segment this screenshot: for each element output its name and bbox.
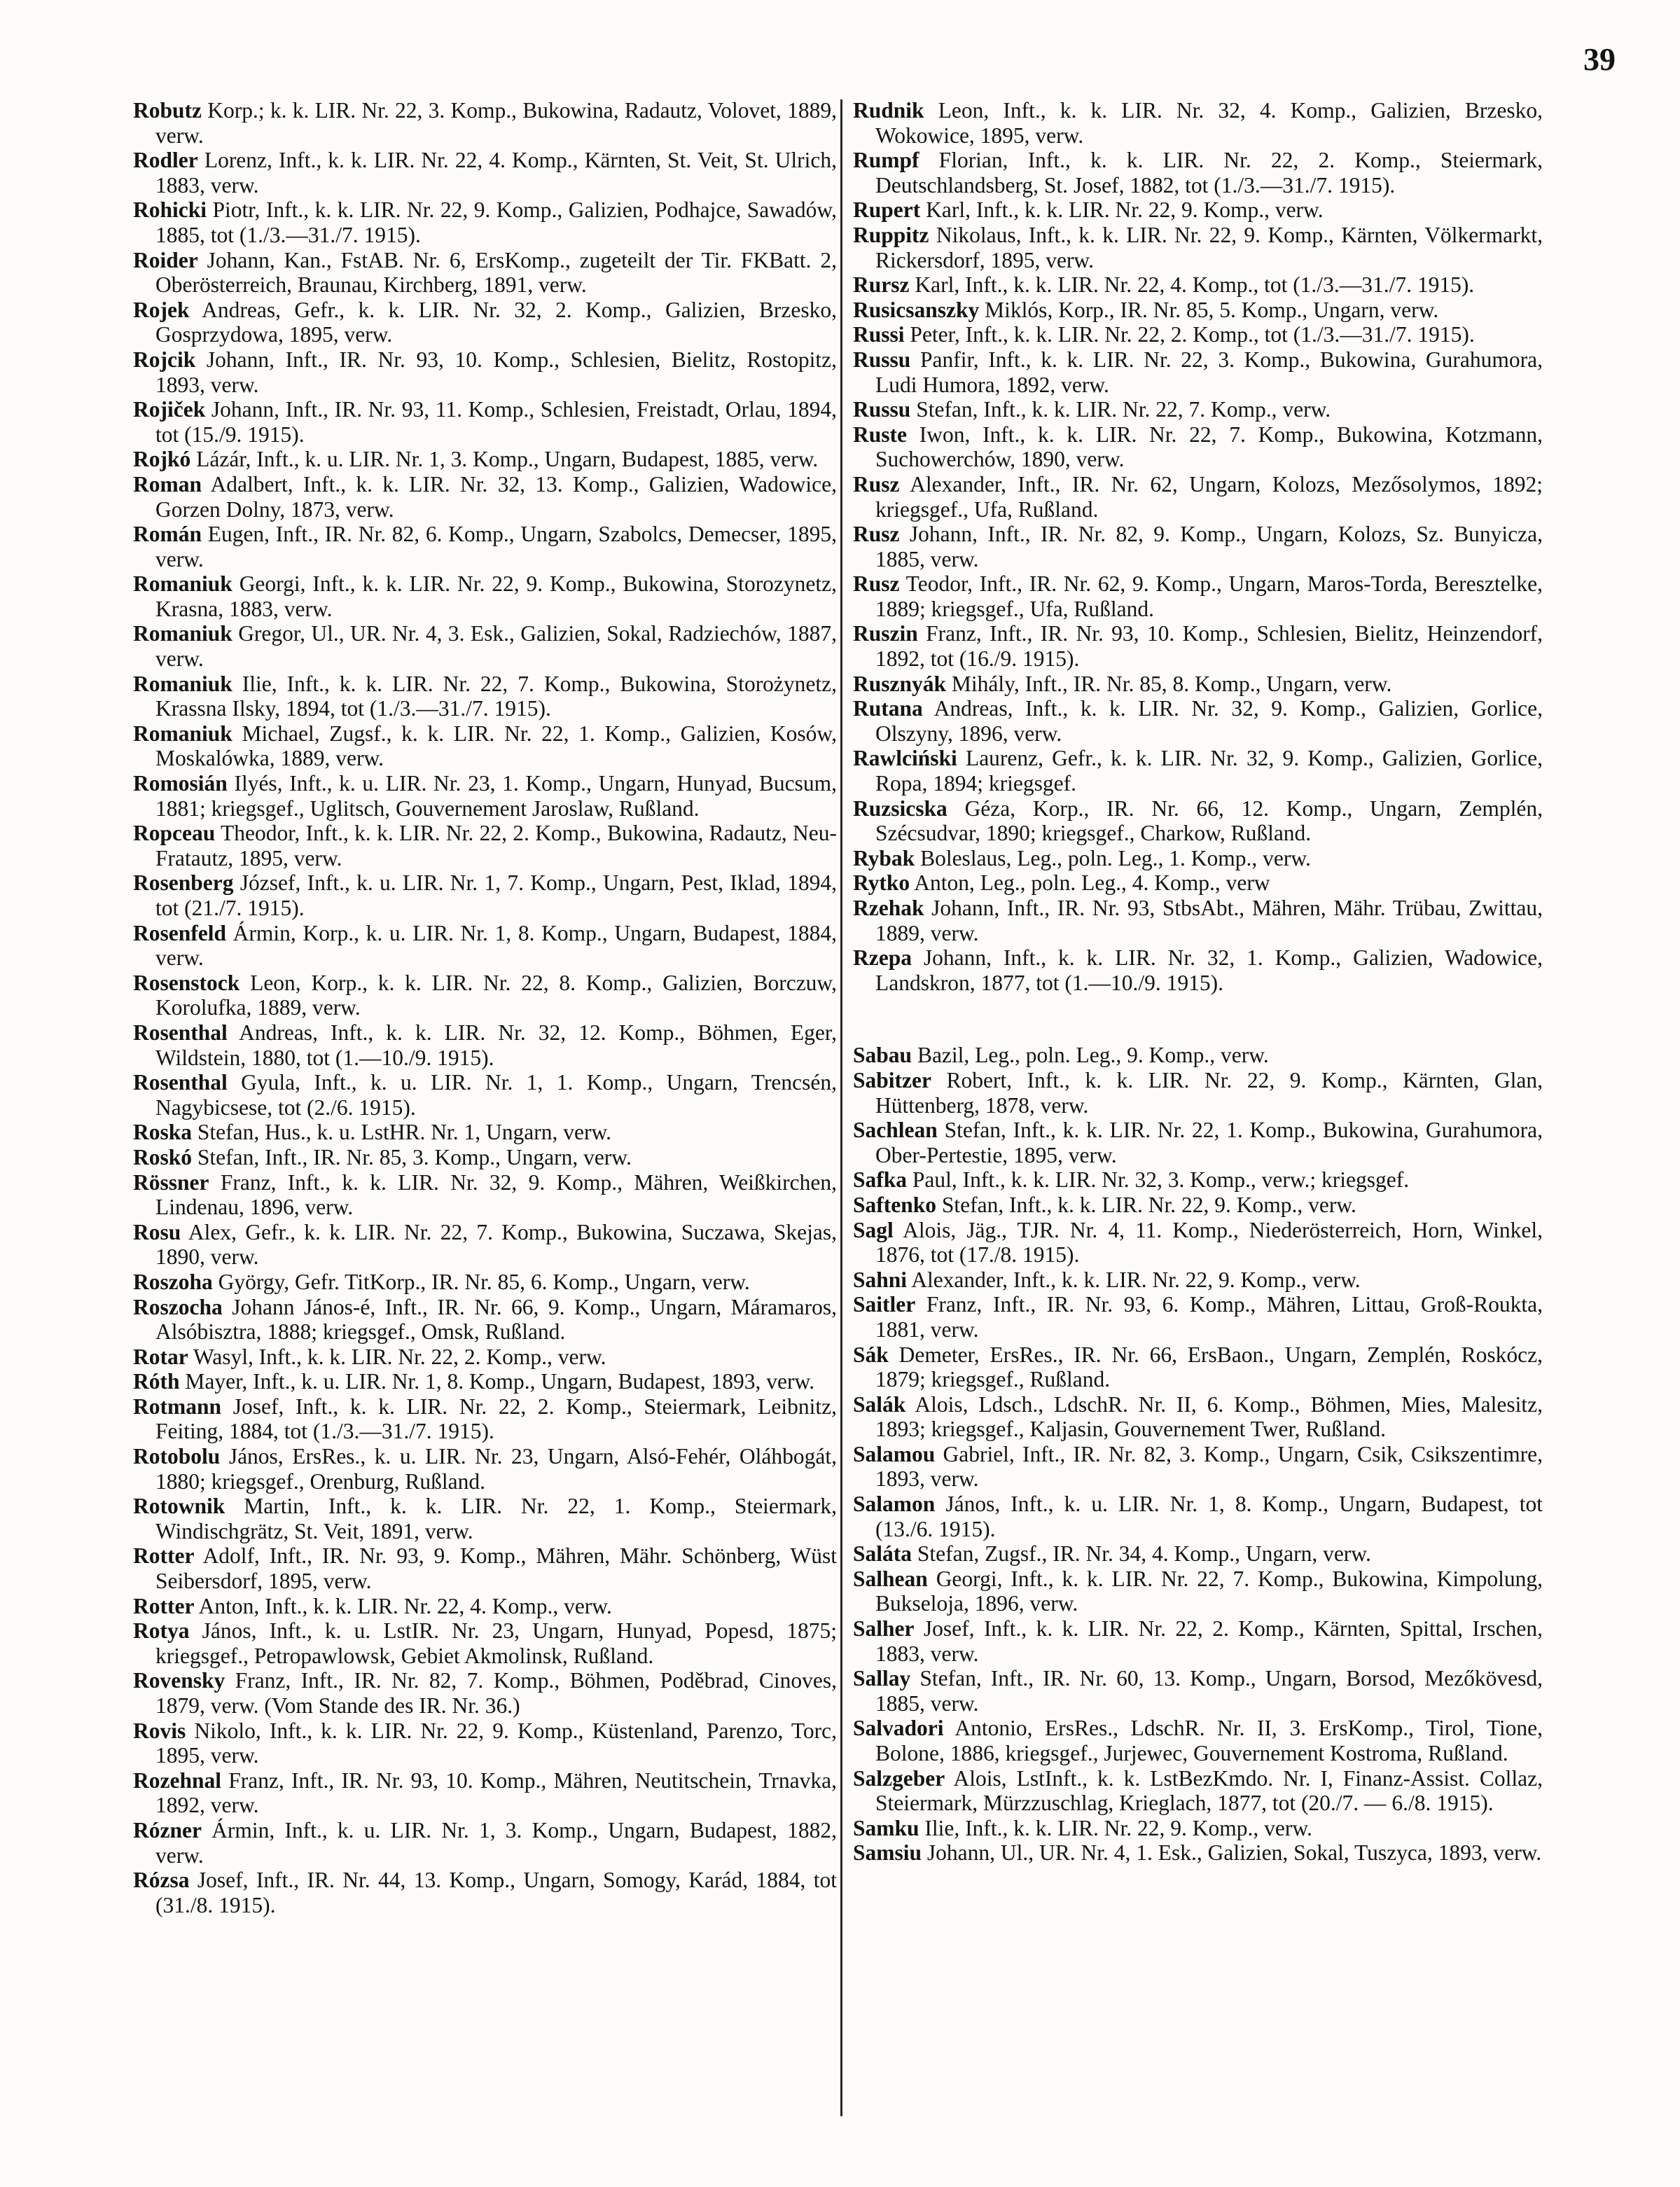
list-item (853, 1043, 1543, 1068)
list-item (853, 1292, 1543, 1342)
entry-name: Roszoha (133, 1269, 213, 1294)
list-item (133, 98, 837, 148)
entry-text: Theodor, Inft., k. k. LIR. Nr. 22, 2. Komp., Bukowina, Radautz, Neu-Fratautz, 1895, verw. (155, 821, 837, 870)
list-item (133, 921, 837, 971)
list-item (853, 1840, 1543, 1866)
column-divider (840, 99, 842, 2116)
entry-name: Rutana (853, 696, 923, 721)
entry-name: Rovis (133, 1718, 186, 1743)
entry-name: Rusz (853, 471, 900, 497)
entry-name: Romosián (133, 771, 228, 796)
entry-name: Rosenthal (133, 1020, 228, 1045)
entry-name: Roska (133, 1120, 193, 1145)
list-item (133, 1145, 837, 1170)
list-item (133, 298, 837, 347)
entry-text: Alexander, Inft., k. k. LIR. Nr. 22, 9. Komp., verw. (911, 1267, 1361, 1292)
entry-text: Franz, Inft., IR. Nr. 93, 10. Komp., Schlesien, Bielitz, Heinzendorf, 1892, tot (16./9. 1915). (875, 621, 1543, 672)
entry-text: Gabriel, Inft., IR. Nr. 82, 3. Komp., Ungarn, Csik, Csikszentimre, 1893, verw. (875, 1441, 1543, 1492)
list-item (133, 1394, 837, 1444)
list-item (853, 1442, 1543, 1492)
entry-name: Robutz (133, 98, 202, 123)
list-item (133, 1120, 837, 1145)
list-item (853, 522, 1543, 571)
entry-name: Russu (853, 397, 911, 422)
list-item (133, 1668, 837, 1718)
entry-name: Ruppitz (853, 222, 929, 247)
list-item (853, 1492, 1543, 1541)
entry-name: Sahni (853, 1267, 908, 1292)
list-item (853, 422, 1543, 472)
entry-text: Boleslaus, Leg., poln. Leg., 1. Komp., verw. (920, 845, 1311, 870)
entry-name: Salvadori (853, 1716, 944, 1741)
entry-text: Géza, Korp., IR. Nr. 66, 12. Komp., Ungarn, Zemplén, Szécsudvar, 1890; kriegsgef., Charkow, Rußland. (875, 796, 1543, 846)
entry-text: Georgi, Inft., k. k. LIR. Nr. 22, 9. Komp., Bukowina, Storozynetz, Krasna, 1883, verw. (155, 571, 837, 621)
entry-name: Rotter (133, 1543, 195, 1569)
entry-name: Ruszin (853, 621, 918, 646)
entry-text: Franz, Inft., IR. Nr. 93, 10. Komp., Mähren, Neutitschein, Trnavka, 1892, verw. (155, 1768, 838, 1818)
list-item (853, 1392, 1543, 1442)
entry-name: Rusznyák (853, 671, 947, 696)
entry-name: Russi (853, 322, 905, 347)
list-item (853, 1193, 1543, 1218)
list-item (853, 746, 1543, 796)
entry-name: Rzepa (853, 945, 912, 971)
entry-name: Sachlean (853, 1118, 938, 1143)
list-item (853, 1218, 1543, 1268)
entry-name: Rotmann (133, 1394, 222, 1419)
entry-name: Rotar (133, 1344, 188, 1369)
entry-name: Roszocha (133, 1294, 223, 1319)
entry-text: Antonio, ErsRes., LdschR. Nr. II, 3. ErsKomp., Tirol, Tione, Bolone, 1886, kriegsgef., Jurjewec, Gouvernement Kostroma, Rußland. (875, 1716, 1543, 1765)
entry-text: Mihály, Inft., IR. Nr. 85, 8. Komp., Ungarn, verw. (951, 671, 1392, 696)
entry-text: Stefan, Inft., k. k. LIR. Nr. 22, 9. Komp., verw. (941, 1192, 1356, 1217)
entry-text: Lázár, Inft., k. u. LIR. Nr. 1, 3. Komp., Ungarn, Budapest, 1885, verw. (196, 447, 819, 472)
list-item (133, 248, 837, 298)
entry-text: Josef, Inft., k. k. LIR. Nr. 22, 2. Komp., Kärnten, Spittal, Irschen, 1883, verw. (875, 1616, 1543, 1666)
entry-text: Nikolaus, Inft., k. k. LIR. Nr. 22, 9. Komp., Kärnten, Völkermarkt, Rickersdorf, 1895, verw. (875, 222, 1543, 272)
list-item (853, 1666, 1543, 1716)
entry-name: Rotya (133, 1618, 190, 1644)
list-item (853, 846, 1543, 871)
entry-text: Ilie, Inft., k. k. LIR. Nr. 22, 7. Komp., Bukowina, Storożynetz, Krassna Ilsky, 1894, tot (1./3.—31./7. 1915). (155, 671, 838, 721)
entry-text: Johann, Inft., IR. Nr. 93, 10. Komp., Schlesien, Bielitz, Rostopitz, 1893, verw. (155, 347, 838, 397)
list-item (133, 397, 837, 447)
entry-text: Gregor, Ul., UR. Nr. 4, 3. Esk., Galizien, Sokal, Radziechów, 1887, verw. (155, 621, 837, 672)
list-item (853, 571, 1543, 621)
entry-name: Rohicki (133, 197, 207, 223)
list-item (133, 1494, 837, 1543)
list-item (133, 347, 837, 397)
list-item (133, 721, 837, 771)
entry-name: Rojcik (133, 347, 196, 372)
entry-text: Miklós, Korp., IR. Nr. 85, 5. Komp., Ungarn, verw. (985, 297, 1439, 322)
entry-text: Georgi, Inft., k. k. LIR. Nr. 22, 7. Komp., Bukowina, Kimpolung, Bukseloja, 1896, verw. (875, 1566, 1543, 1616)
entry-text: Alois, LstInft., k. k. LstBezKmdo. Nr. I, Finanz-Assist. Collaz, Steiermark, Mürzzuschlag, Krieglach, 1877, tot (20./7. — 6./8. 1915). (875, 1765, 1543, 1816)
entry-name: Rumpf (853, 148, 919, 173)
list-item (853, 696, 1543, 746)
list-item (133, 571, 837, 621)
list-item (133, 1719, 837, 1768)
list-item (853, 796, 1543, 846)
list-item (133, 1543, 837, 1593)
list-item (853, 1766, 1543, 1816)
list-item (853, 347, 1543, 397)
entry-text: Anton, Leg., poln. Leg., 4. Komp., verw (914, 870, 1270, 896)
entry-name: Salzgeber (853, 1765, 945, 1791)
entry-name: Rotobolu (133, 1444, 221, 1469)
list-item (133, 672, 837, 721)
entry-name: Rawlciński (853, 746, 957, 771)
entry-text: Panfir, Inft., k. k. LIR. Nr. 22, 3. Komp., Bukowina, Gurahumora, Ludi Humora, 1892, verw. (875, 347, 1543, 397)
entry-text: Martin, Inft., k. k. LIR. Nr. 22, 1. Komp., Steiermark, Windischgrätz, St. Veit, 1891, verw. (155, 1494, 838, 1543)
entry-text: Alexander, Inft., IR. Nr. 62, Ungarn, Kolozs, Mezősolymos, 1892; kriegsgef., Ufa, Rußland. (875, 471, 1543, 522)
entry-text: Alex, Gefr., k. k. LIR. Nr. 22, 7. Komp., Bukowina, Suczawa, Skejas, 1890, verw. (155, 1219, 837, 1270)
entry-text: Teodor, Inft., IR. Nr. 62, 9. Komp., Ungarn, Maros-Torda, Beresztelke, 1889; kriegsgef., Ufa, Rußland. (875, 571, 1543, 621)
list-item (853, 945, 1543, 995)
list-item (133, 1818, 837, 1868)
entry-text: Alois, Ldsch., LdschR. Nr. II, 6. Komp., Böhmen, Mies, Malesitz, 1893; kriegsgef., Kaljasin, Gouvernement Twer, Rußland. (875, 1391, 1543, 1442)
list-item (133, 447, 837, 472)
entry-text: Franz, Inft., IR. Nr. 93, 6. Komp., Mähren, Littau, Groß-Roukta, 1881, verw. (875, 1292, 1543, 1342)
entry-name: Rybak (853, 845, 915, 870)
entry-text: Demeter, ErsRes., IR. Nr. 66, ErsBaon., Ungarn, Zemplén, Roskócz, 1879; kriegsgef., Rußland. (875, 1342, 1543, 1392)
entry-text: Alois, Jäg., TJR. Nr. 4, 11. Komp., Niederösterreich, Horn, Winkel, 1876, tot (17./8. 1915). (875, 1217, 1543, 1268)
list-item (133, 1345, 837, 1370)
entry-text: Laurenz, Gefr., k. k. LIR. Nr. 32, 9. Komp., Galizien, Gorlice, Ropa, 1894; kriegsgef. (875, 746, 1543, 796)
list-item (133, 1270, 837, 1295)
entry-name: Rzehak (853, 896, 924, 920)
entry-text: Ármin, Korp., k. u. LIR. Nr. 1, 8. Komp., Ungarn, Budapest, 1884, verw. (155, 920, 837, 971)
list-item (133, 148, 837, 197)
entry-name: Salhean (853, 1566, 928, 1591)
list-item (133, 1295, 837, 1345)
entry-name: Rupert (853, 197, 921, 223)
entry-text: Gyula, Inft., k. u. LIR. Nr. 1, 1. Komp., Ungarn, Trencsén, Nagybicsese, tot (2./6. 1915). (155, 1070, 838, 1120)
entry-text: Eugen, Inft., IR. Nr. 82, 6. Komp., Ungarn, Szabolcs, Demecser, 1895, verw. (155, 522, 837, 571)
entry-name: Sabau (853, 1043, 912, 1068)
section-gap (853, 995, 1543, 1043)
entry-text: Johann, Inft., IR. Nr. 82, 9. Komp., Ungarn, Kolozs, Sz. Bunyicza, 1885, verw. (875, 522, 1543, 571)
list-item (133, 621, 837, 671)
list-item (853, 1616, 1543, 1666)
entry-text: János, Inft., k. u. LstIR. Nr. 23, Ungarn, Hunyad, Popesd, 1875; kriegsgef., Petropawlowsk, Gebiet Akmolinsk, Rußland. (155, 1618, 837, 1668)
list-item (853, 672, 1543, 697)
list-item (853, 298, 1543, 323)
list-item (133, 1369, 837, 1394)
entry-name: Rosenstock (133, 970, 240, 995)
list-item (853, 1068, 1543, 1118)
entry-name: Saitler (853, 1292, 916, 1317)
left-column (133, 98, 837, 1917)
entry-name: Ruzsicska (853, 796, 947, 821)
entry-name: Rytko (853, 870, 910, 896)
list-item (133, 1170, 837, 1220)
entry-name: Salák (853, 1391, 906, 1417)
entry-text: Leon, Inft., k. k. LIR. Nr. 32, 4. Komp., Galizien, Brzesko, Wokowice, 1895, verw. (875, 98, 1543, 148)
entry-name: Saláta (853, 1541, 912, 1567)
entry-name: Rovensky (133, 1668, 225, 1693)
list-item (853, 197, 1543, 223)
entry-text: Johann, Inft., IR. Nr. 93, StbsAbt., Mähren, Mähr. Trübau, Zwittau, 1889, verw. (875, 896, 1543, 945)
entry-name: Rosenthal (133, 1070, 228, 1095)
entry-text: Josef, Inft., k. k. LIR. Nr. 22, 2. Komp., Steiermark, Leibnitz, Feiting, 1884, tot (1./3.—31./7. 1915). (155, 1394, 837, 1444)
entry-name: Romaniuk (133, 721, 232, 746)
list-item (133, 971, 837, 1020)
list-item (853, 621, 1543, 671)
list-item (853, 98, 1543, 148)
entry-text: Franz, Inft., IR. Nr. 82, 7. Komp., Böhmen, Poděbrad, Cinoves, 1879, verw. (Vom Stande des IR. Nr. 36.) (155, 1668, 837, 1718)
list-item (853, 472, 1543, 522)
entry-name: Romaniuk (133, 621, 232, 646)
entry-text: Paul, Inft., k. k. LIR. Nr. 32, 3. Komp., verw.; kriegsgef. (912, 1167, 1410, 1193)
entry-text: Johann, Inft., k. k. LIR. Nr. 32, 1. Komp., Galizien, Wadowice, Landskron, 1877, tot (1.—10./9. 1915). (875, 945, 1543, 995)
entry-name: Rozehnal (133, 1768, 221, 1793)
entry-name: Rössner (133, 1169, 209, 1195)
list-item (853, 870, 1543, 896)
list-item (853, 397, 1543, 422)
entry-name: Salamou (853, 1441, 936, 1466)
entry-name: Romaniuk (133, 571, 232, 597)
entry-name: Romaniuk (133, 671, 232, 696)
entry-text: Ilie, Inft., k. k. LIR. Nr. 22, 9. Komp., verw. (924, 1815, 1312, 1840)
list-item (133, 1868, 837, 1917)
list-item (853, 896, 1543, 945)
list-item (133, 1020, 837, 1070)
entry-name: Rojek (133, 297, 190, 322)
list-item (853, 1567, 1543, 1616)
list-item (133, 1768, 837, 1818)
entry-text: Florian, Inft., k. k. LIR. Nr. 22, 2. Komp., Steiermark, Deutschlandsberg, St. Josef, 1882, tot (1./3.—31./7. 1915). (875, 148, 1543, 197)
entry-text: Johann, Ul., UR. Nr. 4, 1. Esk., Galizien, Sokal, Tuszyca, 1893, verw. (926, 1840, 1542, 1866)
entry-text: Robert, Inft., k. k. LIR. Nr. 22, 9. Komp., Kärnten, Glan, Hüttenberg, 1878, verw. (875, 1067, 1543, 1118)
entry-name: Sabitzer (853, 1067, 931, 1092)
entry-text: Adalbert, Inft., k. k. LIR. Nr. 32, 13. Komp., Galizien, Wadowice, Gorzen Dolny, 1873, verw. (155, 471, 837, 522)
entry-name: Samku (853, 1815, 919, 1840)
entry-name: Rudnik (853, 98, 924, 123)
entry-name: Rosu (133, 1219, 181, 1244)
entry-text: Stefan, Inft., k. k. LIR. Nr. 22, 7. Komp., verw. (916, 397, 1331, 422)
list-item (133, 522, 837, 571)
entry-name: Rotter (133, 1593, 195, 1618)
page-number: 39 (1583, 41, 1616, 77)
entry-name: Rojkó (133, 447, 191, 472)
entry-text: Bazil, Leg., poln. Leg., 9. Komp., verw. (917, 1043, 1269, 1068)
list-item (853, 148, 1543, 197)
entry-name: Ruste (853, 422, 907, 447)
entry-text: Michael, Zugsf., k. k. LIR. Nr. 22, 1. Komp., Galizien, Kosów, Moskalówka, 1889, verw. (155, 721, 838, 771)
entry-name: Rosenberg (133, 870, 234, 896)
entry-text: Andreas, Inft., k. k. LIR. Nr. 32, 12. Komp., Böhmen, Eger, Wildstein, 1880, tot (1.—10./9. 1915). (155, 1020, 837, 1070)
list-item (853, 1541, 1543, 1567)
entry-text: Piotr, Inft., k. k. LIR. Nr. 22, 9. Komp., Galizien, Podhajce, Sawadów, 1885, tot (1./3.—31./7. 1915). (155, 197, 837, 247)
list-item (853, 322, 1543, 347)
right-column (853, 98, 1543, 1866)
entry-name: Samsiu (853, 1840, 922, 1866)
list-item (853, 223, 1543, 272)
entry-text: Franz, Inft., k. k. LIR. Nr. 32, 9. Komp., Mähren, Weißkirchen, Lindenau, 1896, verw. (155, 1169, 838, 1220)
list-item (853, 1816, 1543, 1841)
entry-name: Roider (133, 247, 198, 272)
list-item (853, 272, 1543, 298)
entry-name: Salamon (853, 1492, 936, 1517)
list-item (853, 1268, 1543, 1293)
entry-text: Stefan, Zugsf., IR. Nr. 34, 4. Komp., Ungarn, verw. (917, 1541, 1371, 1567)
entry-text: Ilyés, Inft., k. u. LIR. Nr. 23, 1. Komp., Ungarn, Hunyad, Bucsum, 1881; kriegsgef., Uglitsch, Gouvernement Jaroslaw, Rußland. (155, 771, 837, 821)
entry-text: Anton, Inft., k. k. LIR. Nr. 22, 4. Komp., verw. (198, 1593, 612, 1618)
entry-name: Rusz (853, 522, 900, 547)
list-item (853, 1342, 1543, 1392)
entry-name: Russu (853, 347, 911, 372)
entry-name: Rózsa (133, 1868, 190, 1893)
entry-text: Ármin, Inft., k. u. LIR. Nr. 1, 3. Komp., Ungarn, Budapest, 1882, verw. (155, 1817, 838, 1868)
list-item (853, 1716, 1543, 1765)
entry-name: Rojiček (133, 397, 206, 422)
entry-text: Adolf, Inft., IR. Nr. 93, 9. Komp., Mähren, Mähr. Schönberg, Wüst Seibersdorf, 1895, verw. (155, 1543, 837, 1594)
entry-name: Rusicsanszky (853, 297, 980, 322)
entry-text: Johann, Inft., IR. Nr. 93, 11. Komp., Schlesien, Freistadt, Orlau, 1894, tot (15./9. 1915). (155, 397, 838, 447)
entry-text: Leon, Korp., k. k. LIR. Nr. 22, 8. Komp., Galizien, Borczuw, Korolufka, 1889, verw. (155, 970, 838, 1020)
entry-name: Saftenko (853, 1192, 937, 1217)
entry-name: Sagl (853, 1217, 894, 1242)
entry-name: Rusz (853, 571, 900, 597)
entry-text: János, ErsRes., k. u. LIR. Nr. 23, Ungarn, Alsó-Fehér, Oláhbogát, 1880; kriegsgef., Orenburg, Rußland. (155, 1444, 838, 1494)
entry-text: Stefan, Hus., k. u. LstHR. Nr. 1, Ungarn, verw. (197, 1120, 612, 1145)
entry-text: József, Inft., k. u. LIR. Nr. 1, 7. Komp., Ungarn, Pest, Iklad, 1894, tot (21./7. 1915). (155, 870, 838, 920)
entry-name: Rosenfeld (133, 920, 226, 945)
entry-text: Johann János-é, Inft., IR. Nr. 66, 9. Komp., Ungarn, Máramaros, Alsóbisztra, 1888; kriegsgef., Omsk, Rußland. (155, 1294, 837, 1345)
list-item (133, 870, 837, 920)
entry-text: Andreas, Inft., k. k. LIR. Nr. 32, 9. Komp., Galizien, Gorlice, Olszyny, 1896, verw. (875, 696, 1543, 746)
entry-name: Rodler (133, 148, 198, 173)
entry-name: Sallay (853, 1666, 911, 1691)
list-item (133, 771, 837, 821)
entry-text: Karl, Inft., k. k. LIR. Nr. 22, 4. Komp., tot (1./3.—31./7. 1915). (915, 272, 1475, 298)
list-item (853, 1167, 1543, 1193)
list-item (133, 821, 837, 870)
list-item (133, 1594, 837, 1619)
entry-name: Salher (853, 1616, 915, 1641)
entry-text: Karl, Inft., k. k. LIR. Nr. 22, 9. Komp., verw. (926, 197, 1324, 223)
list-item (133, 472, 837, 522)
entry-text: Johann, Kan., FstAB. Nr. 6, ErsKomp., zugeteilt der Tir. FKBatt. 2, Oberösterreich, Braunau, Kirchberg, 1891, verw. (155, 247, 838, 298)
list-item (133, 1070, 837, 1120)
list-item (133, 1220, 837, 1270)
entry-text: Wasyl, Inft., k. k. LIR. Nr. 22, 2. Komp., verw. (193, 1344, 606, 1369)
entry-name: Rursz (853, 272, 910, 298)
list-item (853, 1118, 1543, 1167)
entry-name: Rózner (133, 1817, 202, 1842)
entry-text: Mayer, Inft., k. u. LIR. Nr. 1, 8. Komp., Ungarn, Budapest, 1893, verw. (185, 1369, 815, 1394)
entry-name: Roskó (133, 1144, 193, 1169)
entry-name: Róth (133, 1369, 180, 1394)
entry-text: Josef, Inft., IR. Nr. 44, 13. Komp., Ungarn, Somogy, Karád, 1884, tot (31./8. 1915). (155, 1868, 837, 1917)
entry-text: Peter, Inft., k. k. LIR. Nr. 22, 2. Komp., tot (1./3.—31./7. 1915). (910, 322, 1475, 347)
entry-text: Iwon, Inft., k. k. LIR. Nr. 22, 7. Komp., Bukowina, Kotzmann, Suchowerchów, 1890, verw. (875, 422, 1543, 472)
entry-name: Ropceau (133, 821, 216, 846)
entry-text: Korp.; k. k. LIR. Nr. 22, 3. Komp., Bukowina, Radautz, Volovet, 1889, verw. (155, 98, 837, 148)
entry-text: Nikolo, Inft., k. k. LIR. Nr. 22, 9. Komp., Küstenland, Parenzo, Torc, 1895, verw. (155, 1718, 838, 1768)
entry-text: Stefan, Inft., IR. Nr. 85, 3. Komp., Ungarn, verw. (197, 1144, 632, 1169)
entry-name: Sák (853, 1342, 889, 1367)
list-item (133, 1444, 837, 1494)
list-item (133, 1618, 837, 1668)
entry-name: Safka (853, 1167, 908, 1193)
entry-text: Stefan, Inft., k. k. LIR. Nr. 22, 1. Komp., Bukowina, Gurahumora, Ober-Pertestie, 1895, verw. (875, 1118, 1543, 1167)
entry-text: Andreas, Gefr., k. k. LIR. Nr. 32, 2. Komp., Galizien, Brzesko, Gosprzydowa, 1895, verw. (155, 297, 837, 347)
entry-text: György, Gefr. TitKorp., IR. Nr. 85, 6. Komp., Ungarn, verw. (218, 1269, 750, 1294)
entry-name: Rotownik (133, 1494, 225, 1519)
entry-text: Lorenz, Inft., k. k. LIR. Nr. 22, 4. Komp., Kärnten, St. Veit, St. Ulrich, 1883, verw. (155, 148, 837, 197)
entry-text: János, Inft., k. u. LIR. Nr. 1, 8. Komp., Ungarn, Budapest, tot (13./6. 1915). (875, 1492, 1543, 1541)
entry-name: Román (133, 522, 202, 547)
entry-name: Roman (133, 471, 202, 497)
list-item (133, 197, 837, 247)
entry-text: Stefan, Inft., IR. Nr. 60, 13. Komp., Ungarn, Borsod, Mezőkövesd, 1885, verw. (875, 1666, 1543, 1716)
